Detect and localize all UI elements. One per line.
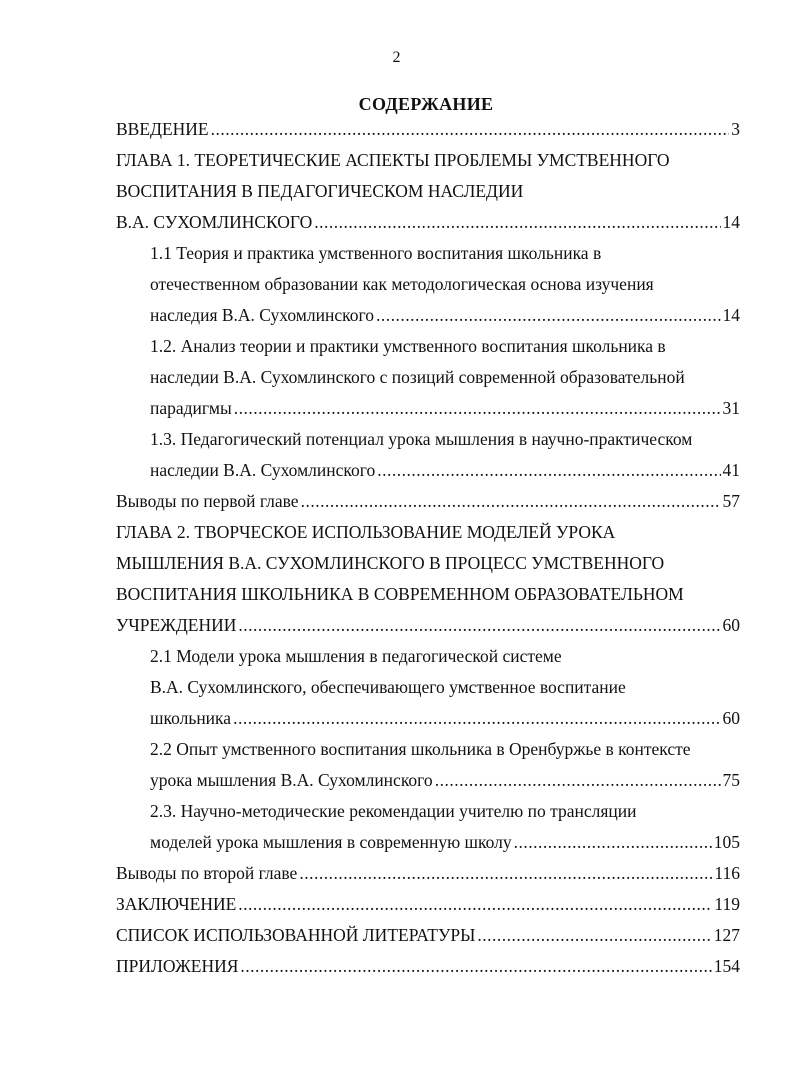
- toc-entry-text: ГЛАВА 1. ТЕОРЕТИЧЕСКИЕ АСПЕКТЫ ПРОБЛЕМЫ УМСТВЕННОГО: [116, 150, 670, 170]
- toc-entry-line: [150, 269, 740, 300]
- toc-entry-line: [116, 951, 740, 982]
- dot-leader: [377, 455, 720, 486]
- dot-leader: [240, 951, 711, 982]
- dot-leader: [238, 889, 712, 920]
- toc-page-number: 105: [713, 832, 740, 852]
- toc-entry-line: [150, 796, 740, 827]
- toc-entry-text: В.А. СУХОМЛИНСКОГО: [116, 212, 313, 232]
- toc-page-number: 31: [722, 398, 740, 418]
- toc-entry: [116, 114, 740, 145]
- toc-entry-line: [150, 672, 740, 703]
- toc-entry-text: наследии В.А. Сухомлинского: [150, 460, 376, 480]
- dot-leader: [233, 703, 720, 734]
- toc-entry-text: СПИСОК ИСПОЛЬЗОВАННОЙ ЛИТЕРАТУРЫ: [116, 925, 476, 945]
- toc-page-number: 154: [713, 956, 740, 976]
- toc-entry: [116, 486, 740, 517]
- toc-entry-line: [150, 827, 740, 858]
- toc-page-number: 116: [714, 863, 740, 883]
- dot-leader: [376, 300, 721, 331]
- toc-page-number: 41: [722, 460, 740, 480]
- toc-entry-text: 2.3. Научно-методические рекомендации учителю по трансляции: [150, 801, 637, 821]
- toc-page-number: 75: [722, 770, 740, 790]
- toc-entry-line: [116, 145, 740, 176]
- toc-entry-text: урока мышления В.А. Сухомлинского: [150, 770, 433, 790]
- toc-entry: [116, 920, 740, 951]
- toc-entry-text: Выводы по второй главе: [116, 863, 298, 883]
- toc-entry-line: [150, 641, 740, 672]
- toc-page-number: 14: [722, 305, 740, 325]
- toc-entry-text: ВОСПИТАНИЯ В ПЕДАГОГИЧЕСКОМ НАСЛЕДИИ: [116, 181, 524, 201]
- toc-entry: [116, 517, 740, 641]
- toc-entry-line: [116, 207, 740, 238]
- toc-page-number: 14: [722, 212, 740, 232]
- toc-entry: [150, 238, 740, 331]
- toc-entry-text: школьника: [150, 708, 232, 728]
- dot-leader: [477, 920, 711, 951]
- toc-entry: [150, 424, 740, 486]
- page-number: 2: [392, 49, 401, 66]
- toc-entry: [116, 889, 740, 920]
- toc-entry-line: [150, 455, 740, 486]
- dot-leader: [514, 827, 712, 858]
- toc-entry-line: [150, 424, 740, 455]
- toc-entry-line: [150, 765, 740, 796]
- toc-entry-text: наследия В.А. Сухомлинского: [150, 305, 374, 325]
- toc-entry-text: парадигмы: [150, 398, 232, 418]
- toc-entry-text: 2.1 Модели урока мышления в педагогической системе: [150, 646, 562, 666]
- toc-entry-text: ПРИЛОЖЕНИЯ: [116, 956, 239, 976]
- toc-entry: [150, 734, 740, 796]
- toc-entry-text: ЗАКЛЮЧЕНИЕ: [116, 894, 237, 914]
- toc-entry-line: [116, 176, 740, 207]
- toc-entry-line: [116, 517, 740, 548]
- dot-leader: [301, 486, 721, 517]
- toc-entry-line: [116, 858, 740, 889]
- toc-page-number: 3: [731, 119, 740, 139]
- toc-entry-text: наследии В.А. Сухомлинского с позиций современной образовательной: [150, 367, 685, 387]
- dot-leader: [314, 207, 720, 238]
- dot-leader: [435, 765, 721, 796]
- toc-entry-line: [150, 393, 740, 424]
- toc-page-number: 60: [722, 708, 740, 728]
- toc-entry-text: ВВЕДЕНИЕ: [116, 119, 209, 139]
- table-of-contents: [116, 114, 740, 982]
- toc-entry: [150, 796, 740, 858]
- toc-entry-text: ВОСПИТАНИЯ ШКОЛЬНИКА В СОВРЕМЕННОМ ОБРАЗОВАТЕЛЬНОМ: [116, 584, 684, 604]
- toc-entry-text: 1.3. Педагогический потенциал урока мышления в научно-практическом: [150, 429, 693, 449]
- toc-entry: [116, 951, 740, 982]
- toc-entry-line: [150, 362, 740, 393]
- toc-entry-line: [150, 734, 740, 765]
- toc-page-number: 119: [714, 894, 740, 914]
- toc-entry-line: [150, 703, 740, 734]
- toc-entry-line: [150, 238, 740, 269]
- toc-entry-text: МЫШЛЕНИЯ В.А. СУХОМЛИНСКОГО В ПРОЦЕСС УМСТВЕННОГО: [116, 553, 665, 573]
- dot-leader: [211, 114, 730, 145]
- toc-entry-text: 1.1 Теория и практика умственного воспитания школьника в: [150, 243, 602, 263]
- toc-title: СОДЕРЖАНИЕ: [358, 94, 494, 114]
- toc-entry: [150, 331, 740, 424]
- toc-entry-line: [150, 300, 740, 331]
- toc-entry-line: [116, 114, 740, 145]
- toc-entry-text: отечественном образовании как методологическая основа изучения: [150, 274, 654, 294]
- toc-entry-line: [116, 889, 740, 920]
- toc-entry-line: [116, 579, 740, 610]
- toc-entry-text: Выводы по первой главе: [116, 491, 299, 511]
- toc-entry-line: [150, 331, 740, 362]
- dot-leader: [238, 610, 720, 641]
- toc-page-number: 57: [722, 491, 740, 511]
- toc-entry-text: ГЛАВА 2. ТВОРЧЕСКОЕ ИСПОЛЬЗОВАНИЕ МОДЕЛЕЙ УРОКА: [116, 522, 616, 542]
- toc-entry-line: [116, 920, 740, 951]
- toc-page-number: 60: [722, 615, 740, 635]
- toc-entry-line: [116, 610, 740, 641]
- toc-entry: [150, 641, 740, 734]
- toc-entry-line: [116, 548, 740, 579]
- toc-page-number: 127: [713, 925, 740, 945]
- toc-entry-line: [116, 486, 740, 517]
- toc-entry-text: моделей урока мышления в современную школу: [150, 832, 512, 852]
- toc-entry-text: 1.2. Анализ теории и практики умственного воспитания школьника в: [150, 336, 666, 356]
- toc-entry-text: В.А. Сухомлинского, обеспечивающего умственное воспитание: [150, 677, 626, 697]
- toc-entry-text: 2.2 Опыт умственного воспитания школьника в Оренбуржье в контексте: [150, 739, 691, 759]
- toc-entry: [116, 145, 740, 238]
- dot-leader: [299, 858, 712, 889]
- toc-entry-text: УЧРЕЖДЕНИИ: [116, 615, 237, 635]
- toc-entry: [116, 858, 740, 889]
- dot-leader: [234, 393, 721, 424]
